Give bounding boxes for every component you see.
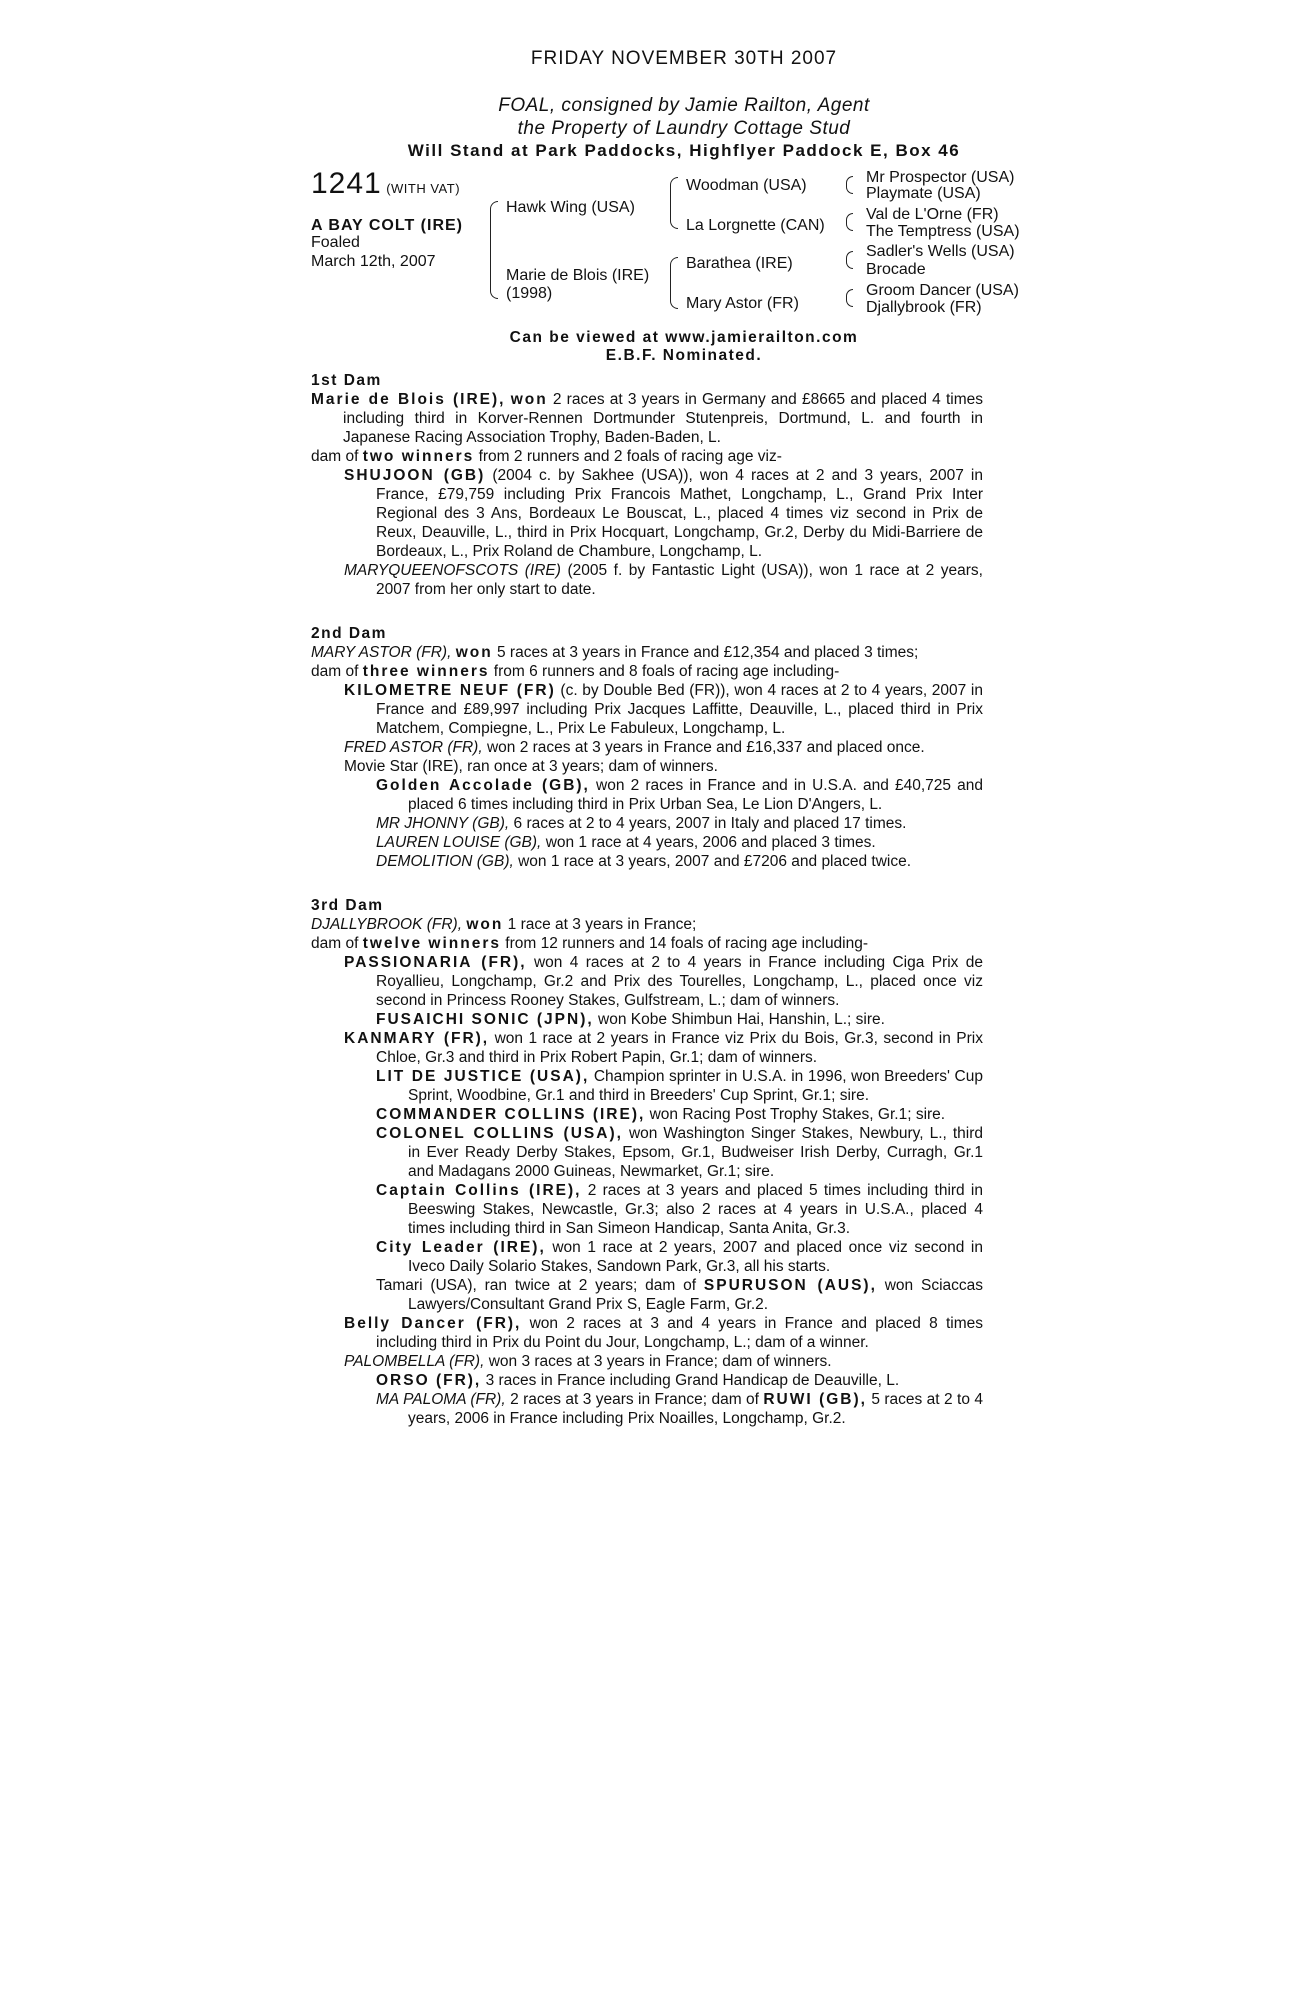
stand-location: Will Stand at Park Paddocks, Highflyer Paddock E, Box 46 — [407, 141, 961, 160]
third-dam-progeny-1 — [311, 953, 983, 1010]
dd-dam: Djallybrook (FR) — [866, 299, 982, 316]
sale-date: FRIDAY NOVEMBER 30TH 2007 — [530, 48, 838, 69]
second-dam-progeny-3: Movie Star (IRE), ran once at 3 years; dam of winners. — [344, 758, 718, 775]
sire-sire: Woodman (USA) — [686, 177, 807, 194]
third-dam-progeny-summary — [311, 934, 983, 953]
progeny-name: City Leader (IRE), — [376, 1239, 546, 1256]
pedigree-table — [311, 167, 1031, 329]
first-dam-progeny-summary — [311, 447, 983, 466]
grand-progeny-3 — [311, 1105, 983, 1124]
second-dam-record — [311, 643, 983, 662]
progeny-name: Belly Dancer (FR), — [344, 1315, 522, 1332]
progeny-name: PASSIONARIA (FR), — [344, 954, 527, 971]
progeny-text: won Sciaccas Lawyers/Consultant Grand Prix S, Eagle Farm, Gr.2. — [408, 1277, 984, 1313]
bracket-sd — [846, 213, 853, 231]
progeny-name: LIT DE JUSTICE (USA), — [376, 1068, 590, 1085]
lot-number-row — [311, 167, 461, 200]
dam: Marie de Blois (IRE) — [506, 267, 650, 284]
third-dam-text: 1 race at 3 years in France; — [507, 916, 697, 933]
first-dam-heading: 1st Dam — [311, 372, 382, 389]
progeny-name: SHUJOON (GB) — [344, 467, 486, 484]
bracket-dd — [846, 289, 853, 307]
second-dam-name: MARY ASTOR (FR), — [311, 644, 452, 661]
progeny-text: (2004 c. by Sakhee (USA)), won 4 races at 2 and 3 years, 2007 in France, £79,759 including Prix Francois Mathet, Longchamp, L., Grand Prix Inter Regional des 3 Ans, Bordeaux Le Bouscat, L., placed 4 times viz second in Prix de Reux, Deauville, L., third in Prix Hocquart, Longchamp, Gr.2, Derby du Midi-Barriere de Bordeaux, L., Prix Roland de Chambure, Longchamp, L. — [376, 467, 983, 560]
ebf-note: E.B.F. Nominated. — [605, 347, 763, 364]
viewing-note: Can be viewed at www.jamierailton.com — [509, 329, 859, 346]
winners-count: twelve winners — [362, 935, 501, 952]
sire-dam: La Lorgnette (CAN) — [686, 217, 825, 234]
foaled-label: Foaled — [311, 234, 360, 251]
winners-count: three winners — [362, 663, 490, 680]
progeny-name: MA PALOMA (FR), — [376, 1391, 506, 1408]
sd-dam: The Temptress (USA) — [866, 223, 1020, 240]
catalogue-text — [311, 371, 983, 1428]
progeny-name: KILOMETRE NEUF (FR) — [344, 682, 556, 699]
progeny-text: Tamari (USA), ran twice at 2 years; dam of — [376, 1277, 697, 1294]
first-dam-text: 2 races at 3 years in Germany and £8665 and placed 4 times including third in Korver-Rennen Dortmunder Stutenpreis, Dortmund, L. and fourth in Japanese Racing Association Trophy, Baden-Baden, L. — [343, 391, 983, 446]
consignor-line: FOAL, consigned by Jamie Railton, Agent — [498, 95, 870, 116]
lot-number: 1241 — [311, 167, 382, 200]
progeny-name: FUSAICHI SONIC (JPN), — [376, 1011, 594, 1028]
section-gap — [311, 599, 983, 618]
second-dam-progeny-1 — [311, 681, 983, 738]
third-dam-progeny-4 — [311, 1352, 983, 1371]
grand-progeny-5 — [311, 1181, 983, 1238]
grand-progeny-7 — [311, 1276, 983, 1314]
progeny-text: won Racing Post Trophy Stakes, Gr.1; sire. — [649, 1106, 946, 1123]
progeny-text: (c. by Double Bed (FR)), won 4 races at 2 to 4 years, 2007 in France and £89,997 including Prix Jacques Laffitte, Deauville, L., placed third in Prix Matchem, Compiegne, L., Prix Le Fabuleux, Longchamp, L. — [376, 682, 983, 737]
first-dam-name: Marie de Blois (IRE), — [311, 391, 506, 408]
progeny-name: PALOMBELLA (FR), — [344, 1353, 485, 1370]
bracket-sire-parents — [670, 177, 678, 229]
progeny-text: 3 races in France including Grand Handicap de Deauville, L. — [485, 1372, 900, 1389]
grand-progeny-1 — [311, 776, 983, 814]
progeny-text: won 4 races at 2 to 4 years in France including Ciga Prix de Royallieu, Longchamp, Gr.2 and Prix des Tourelles, Longchamp, L., placed once viz second in Princess Rooney Stakes, Gulfstream, L.; dam of winners. — [376, 954, 983, 1009]
second-dam-text: 5 races at 3 years in France and £12,354 and placed 3 times; — [497, 644, 919, 661]
sd-sire: Val de L'Orne (FR) — [866, 206, 999, 223]
dam-of-label: dam of — [311, 448, 359, 465]
first-dam-won: won — [510, 391, 548, 408]
third-dam-won: won — [466, 916, 504, 933]
progeny-name: Golden Accolade (GB), — [376, 777, 590, 794]
ds-dam: Brocade — [866, 261, 926, 278]
progeny-name: MARYQUEENOFSCOTS (IRE) — [344, 562, 561, 579]
progeny-text: won 1 race at 2 years, 2007 and placed once viz second in Iveco Daily Solario Stakes, Sandown Park, Gr.3, all his starts. — [408, 1239, 983, 1275]
progeny-text: 5 races at 2 to 4 years, 2006 in France including Prix Noailles, Longchamp, Gr.2. — [408, 1391, 983, 1427]
dam-sire: Barathea (IRE) — [686, 255, 793, 272]
progeny-text: won 3 races at 3 years in France; dam of winners. — [488, 1353, 832, 1370]
dam-year: (1998) — [506, 285, 553, 302]
progeny-name: FRED ASTOR (FR), — [344, 739, 483, 756]
progeny-text: Champion sprinter in U.S.A. in 1996, won Breeders' Cup Sprint, Woodbine, Gr.1 and third in Breeders' Cup Sprint, Gr.1; sire. — [408, 1068, 983, 1104]
dam-dam: Mary Astor (FR) — [686, 295, 799, 312]
progeny-text: won 1 race at 4 years, 2006 and placed 3 times. — [545, 834, 876, 851]
second-dam-progeny-2 — [311, 738, 983, 757]
progeny-text: won 1 race at 3 years, 2007 and £7206 and placed twice. — [518, 853, 912, 870]
progeny-text: won Washington Singer Stakes, Newbury, L., third in Ever Ready Derby Stakes, Epsom, Gr.1, Budweiser Irish Derby, Curragh, Gr.1 and Madagans 2000 Guineas, Newmarket, Gr.1; sire. — [408, 1125, 983, 1180]
first-dam-record — [311, 390, 983, 447]
grand-progeny-2 — [311, 1067, 983, 1105]
first-dam-progeny-1 — [311, 466, 983, 561]
ds-sire: Sadler's Wells (USA) — [866, 243, 1015, 260]
property-line: the Property of Laundry Cottage Stud — [517, 118, 851, 139]
bracket-sire-dam — [490, 201, 498, 299]
grand-progeny-4 — [311, 852, 983, 871]
first-dam-progeny-2 — [311, 561, 983, 599]
third-dam-heading: 3rd Dam — [311, 897, 384, 914]
second-dam-heading: 2nd Dam — [311, 625, 387, 642]
sire: Hawk Wing (USA) — [506, 199, 635, 216]
ss-dam: Playmate (USA) — [866, 185, 981, 202]
ss-sire: Mr Prospector (USA) — [866, 169, 1015, 186]
progeny-text: won Kobe Shimbun Hai, Hanshin, L.; sire. — [598, 1011, 885, 1028]
vat-note: (WITH VAT) — [386, 181, 461, 196]
progeny-text: won 2 races at 3 and 4 years in France and placed 8 times including third in Prix du Point du Jour, Longchamp, L.; dam of a winner. — [376, 1315, 983, 1351]
runners-summary: from 6 runners and 8 foals of racing age including- — [493, 663, 840, 680]
progeny-text: won 1 race at 2 years in France viz Prix du Bois, Gr.3, second in Prix Chloe, Gr.3 and third in Prix Robert Papin, Gr.1; dam of winners. — [376, 1030, 983, 1066]
bracket-ds — [846, 251, 853, 269]
lot-title: A BAY COLT (IRE) — [311, 217, 464, 234]
progeny-name: SPURUSON (AUS), — [703, 1277, 877, 1294]
catalogue-page — [311, 48, 1031, 1428]
grand-progeny-8 — [311, 1371, 983, 1390]
progeny-name: MR JHONNY (GB), — [376, 815, 510, 832]
dam-of-label: dam of — [311, 663, 359, 680]
third-dam-progeny-2 — [311, 1029, 983, 1067]
second-dam-won: won — [455, 644, 493, 661]
progeny-text: (2005 f. by Fantastic Light (USA)), won 1 race at 2 years, 2007 from her only start to date. — [376, 562, 983, 598]
foal-date: March 12th, 2007 — [311, 253, 436, 270]
grand-progeny-1 — [311, 1010, 983, 1029]
grand-progeny-4 — [311, 1124, 983, 1181]
bracket-ss — [846, 176, 853, 194]
progeny-text: won 2 races at 3 years in France and £16,337 and placed once. — [486, 739, 925, 756]
dam-of-label: dam of — [311, 935, 359, 952]
bracket-dam-parents — [670, 257, 678, 309]
progeny-text: 2 races at 3 years and placed 5 times including third in Beeswing Stakes, Newcastle, Gr.3; also 2 races at 4 years in U.S.A., placed 4 times including third in San Simeon Handicap, Santa Anita, Gr.3. — [408, 1182, 983, 1237]
progeny-text: 2 races at 3 years in France; dam of — [510, 1391, 759, 1408]
dd-sire: Groom Dancer (USA) — [866, 282, 1019, 299]
progeny-name: ORSO (FR), — [376, 1372, 482, 1389]
third-dam-progeny-3 — [311, 1314, 983, 1352]
grand-progeny-6 — [311, 1238, 983, 1276]
runners-summary: from 12 runners and 14 foals of racing age including- — [505, 935, 869, 952]
grand-progeny-3 — [311, 833, 983, 852]
grand-progeny-2 — [311, 814, 983, 833]
progeny-name: RUWI (GB), — [763, 1391, 867, 1408]
second-dam-progeny-summary — [311, 662, 983, 681]
progeny-name: LAUREN LOUISE (GB), — [376, 834, 542, 851]
third-dam-record — [311, 915, 983, 934]
progeny-name: DEMOLITION (GB), — [376, 853, 514, 870]
progeny-name: COLONEL COLLINS (USA), — [376, 1125, 623, 1142]
progeny-name: Captain Collins (IRE), — [376, 1182, 582, 1199]
progeny-name: COMMANDER COLLINS (IRE), — [376, 1106, 646, 1123]
progeny-text: won 2 races in France and in U.S.A. and £40,725 and placed 6 times including third in Prix Urban Sea, Le Lion D'Angers, L. — [408, 777, 984, 813]
progeny-text: 6 races at 2 to 4 years, 2007 in Italy and placed 17 times. — [513, 815, 907, 832]
grand-progeny-9 — [311, 1390, 983, 1428]
winners-count: two winners — [362, 448, 475, 465]
runners-summary: from 2 runners and 2 foals of racing age viz- — [478, 448, 782, 465]
section-gap — [311, 871, 983, 890]
progeny-name: KANMARY (FR), — [344, 1030, 490, 1047]
third-dam-name: DJALLYBROOK (FR), — [311, 916, 463, 933]
